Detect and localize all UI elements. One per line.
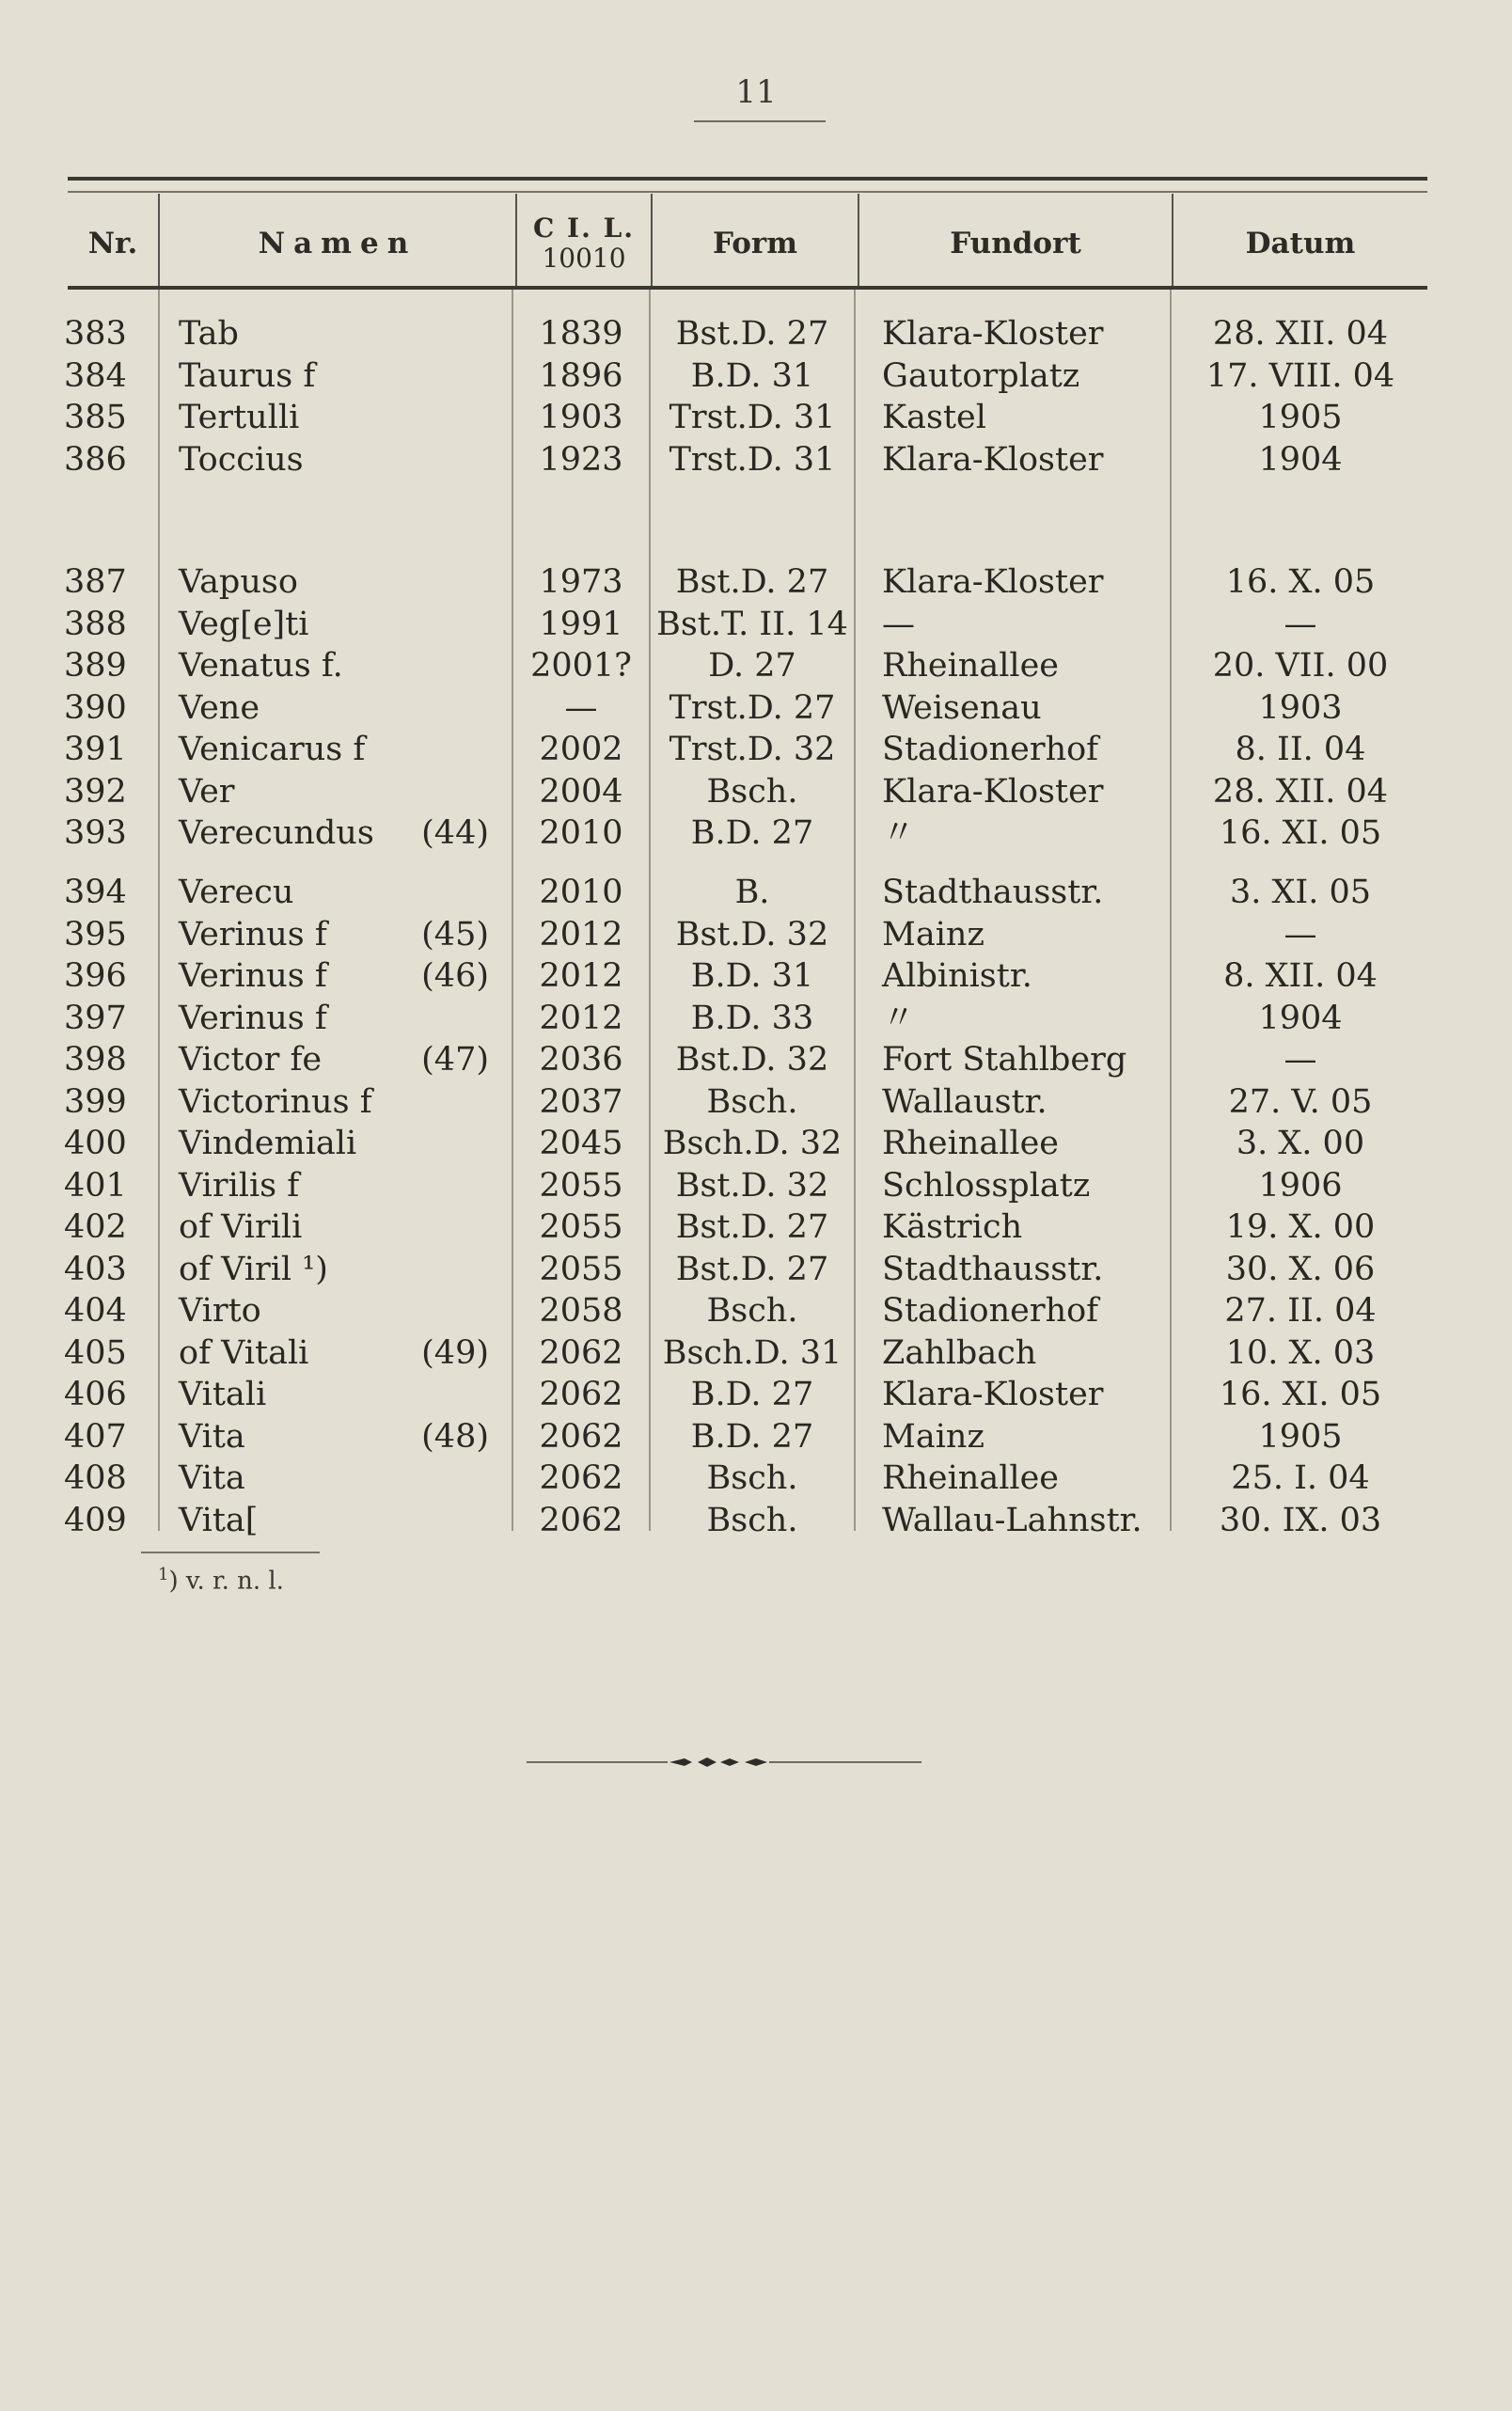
row-number: 398: [64, 1041, 127, 1079]
row-form: Bst.D. 27: [675, 315, 829, 353]
row-number: 384: [64, 356, 127, 395]
row-cil-number: 1973: [539, 563, 623, 601]
row-name: of Vitali: [179, 1333, 309, 1372]
row-number: 390: [64, 688, 127, 727]
row-cil-number: 1991: [539, 605, 623, 643]
row-cil-number: 2055: [539, 1166, 623, 1205]
row-cil-number: 2062: [539, 1333, 623, 1372]
table-row: [0, 355, 1512, 397]
row-reference: [395, 604, 489, 645]
row-form: B.D. 27: [690, 1376, 814, 1413]
row-cil-number: 2001?: [530, 647, 632, 685]
table-row: [0, 1081, 1512, 1123]
row-fundort: Rheinallee: [882, 1125, 1060, 1162]
row-name: Verinus f: [179, 915, 327, 953]
row-cil-number: 2062: [539, 1459, 623, 1497]
row-reference: (49): [421, 1333, 489, 1372]
row-form: Bst.D. 32: [675, 915, 829, 953]
row-number: 383: [64, 315, 127, 353]
table-row: [0, 914, 1512, 955]
row-datum: 30. IX. 03: [1219, 1501, 1382, 1539]
row-datum: 10. X. 03: [1225, 1333, 1376, 1372]
row-form: B.D. 31: [690, 957, 814, 995]
table-row: [0, 1374, 1512, 1415]
row-reference: [395, 1374, 489, 1415]
row-form: D. 27: [708, 647, 796, 685]
row-datum: 16. XI. 05: [1219, 814, 1382, 852]
page-number: 11: [735, 73, 777, 111]
row-cil-number: 2012: [539, 957, 623, 995]
row-fundort: 〃: [882, 814, 916, 852]
row-name: Ver: [179, 772, 235, 811]
row-cil-number: 2036: [539, 1041, 623, 1079]
row-number: 400: [64, 1125, 127, 1162]
table-row: [0, 604, 1512, 645]
row-form: Bsch.: [706, 1082, 798, 1121]
row-datum: 1906: [1258, 1166, 1343, 1205]
footnote: [158, 1565, 284, 1596]
table-row: [0, 955, 1512, 997]
table-row: [0, 771, 1512, 812]
row-form: Bsch.: [706, 1501, 798, 1539]
row-datum: 16. X. 05: [1225, 563, 1376, 601]
row-form: Bst.T. II. 14: [656, 605, 848, 643]
row-fundort: Stadthausstr.: [882, 1250, 1104, 1288]
row-reference: [395, 998, 489, 1039]
row-fundort: Weisenau: [882, 688, 1042, 727]
table-row: [0, 1249, 1512, 1290]
row-reference: [395, 397, 489, 438]
row-cil-number: 2010: [539, 874, 623, 911]
row-fundort: Stadionerhof: [882, 731, 1099, 768]
row-fundort: Schlossplatz: [882, 1166, 1091, 1205]
table-row: [0, 1039, 1512, 1080]
row-fundort: Mainz: [882, 1417, 984, 1456]
row-number: 409: [64, 1501, 127, 1539]
row-reference: [395, 1165, 489, 1206]
row-name: Tertulli: [179, 399, 300, 436]
row-form: Trst.D. 31: [669, 440, 836, 479]
table-row: [0, 645, 1512, 686]
row-name: Veg[e]ti: [179, 605, 309, 643]
row-name: Verinus f: [179, 999, 327, 1037]
row-form: Trst.D. 31: [669, 399, 836, 436]
table-row: [0, 1500, 1512, 1541]
row-number: 399: [64, 1082, 127, 1121]
row-name: Vita: [179, 1459, 245, 1497]
row-reference: (48): [421, 1417, 489, 1456]
row-reference: [395, 1500, 489, 1541]
row-datum: 1904: [1258, 999, 1343, 1037]
row-form: B.D. 27: [690, 1417, 814, 1456]
row-fundort: Stadthausstr.: [882, 874, 1104, 911]
header-cil-title: C I. L.: [532, 213, 636, 244]
table-row: [0, 439, 1512, 481]
row-reference: (45): [421, 915, 489, 953]
header-cil: [517, 207, 651, 280]
row-form: Bsch.D. 31: [662, 1333, 843, 1372]
row-name: Virto: [179, 1292, 261, 1330]
row-fundort: Klara-Kloster: [882, 563, 1104, 601]
row-fundort: Gautorplatz: [882, 356, 1080, 395]
row-datum: 1905: [1258, 1417, 1343, 1456]
row-cil-number: 2058: [539, 1292, 623, 1330]
row-datum: 17. VIII. 04: [1205, 356, 1395, 395]
row-cil-number: 1839: [539, 315, 623, 353]
row-form: Bst.D. 32: [675, 1041, 829, 1079]
row-datum: 3. X. 00: [1236, 1125, 1365, 1162]
row-number: 408: [64, 1459, 127, 1497]
row-form: B.D. 33: [690, 999, 814, 1037]
row-number: 404: [64, 1292, 127, 1330]
table-row: [0, 872, 1512, 913]
row-cil-number: 2010: [539, 814, 623, 852]
table-row: [0, 1206, 1512, 1248]
row-name: Verecundus: [179, 814, 374, 852]
row-form: Trst.D. 27: [669, 688, 836, 727]
row-reference: (44): [421, 814, 489, 852]
row-fundort: Klara-Kloster: [882, 440, 1104, 479]
row-form: Trst.D. 32: [669, 731, 836, 768]
row-datum: —: [1284, 1041, 1317, 1079]
row-name: Toccius: [179, 440, 304, 479]
table-top-rule-thin: [68, 191, 1427, 193]
row-number: 388: [64, 605, 127, 643]
row-datum: —: [1284, 605, 1317, 643]
row-cil-number: 2037: [539, 1082, 623, 1121]
row-number: 407: [64, 1417, 127, 1456]
row-reference: (46): [421, 957, 489, 995]
row-datum: 28. XII. 04: [1212, 315, 1389, 353]
row-form: Bst.D. 27: [675, 1208, 829, 1246]
row-datum: 3. XI. 05: [1229, 874, 1372, 911]
row-fundort: Klara-Kloster: [882, 772, 1104, 811]
row-reference: [395, 872, 489, 913]
row-reference: [395, 1081, 489, 1123]
row-reference: [395, 355, 489, 397]
table-row: [0, 561, 1512, 603]
row-form: Bst.D. 27: [675, 563, 829, 601]
row-cil-number: —: [564, 688, 598, 727]
row-name: Vene: [179, 688, 260, 727]
row-cil-number: 1923: [539, 440, 623, 479]
row-fundort: Albinistr.: [882, 957, 1032, 995]
table-row: [0, 1290, 1512, 1332]
row-datum: 19. X. 00: [1225, 1208, 1376, 1246]
header-bottom-rule: [68, 286, 1427, 290]
row-fundort: Rheinallee: [882, 1459, 1060, 1497]
row-reference: [395, 439, 489, 481]
row-name: Vitali: [179, 1376, 267, 1413]
row-datum: 1903: [1258, 688, 1343, 727]
row-reference: [395, 1206, 489, 1248]
table-row: [0, 729, 1512, 770]
table-row: [0, 1458, 1512, 1499]
row-datum: 16. XI. 05: [1219, 1376, 1382, 1413]
row-name: Venicarus f: [179, 731, 366, 768]
header-datum: Datum: [1245, 227, 1356, 260]
row-cil-number: 2012: [539, 999, 623, 1037]
footnote-rule: [141, 1552, 320, 1553]
row-number: 386: [64, 440, 127, 479]
row-number: 391: [64, 731, 127, 768]
row-fundort: Kästrich: [882, 1208, 1023, 1246]
row-name: Verecu: [179, 874, 294, 911]
row-fundort: Wallaustr.: [882, 1082, 1047, 1121]
row-cil-number: 2045: [539, 1125, 623, 1162]
row-datum: 8. II. 04: [1235, 731, 1366, 768]
row-datum: 27. V. 05: [1228, 1082, 1373, 1121]
row-cil-number: 2062: [539, 1376, 623, 1413]
row-fundort: Zahlbach: [882, 1333, 1037, 1372]
table-row: [0, 812, 1512, 854]
row-name: Verinus f: [179, 957, 327, 995]
row-datum: 1904: [1258, 440, 1343, 479]
row-number: 405: [64, 1333, 127, 1372]
row-name: of Virili: [179, 1208, 303, 1246]
row-number: 387: [64, 563, 127, 601]
row-datum: —: [1284, 915, 1317, 953]
row-name: Vita: [179, 1417, 245, 1456]
header-namen: Namen: [258, 227, 417, 260]
row-datum: 30. X. 06: [1225, 1250, 1376, 1288]
row-datum: 8. XII. 04: [1223, 957, 1378, 995]
row-reference: [395, 687, 489, 729]
row-fundort: Klara-Kloster: [882, 315, 1104, 353]
header-nr: Nr.: [87, 227, 138, 260]
row-fundort: Mainz: [882, 915, 984, 953]
row-number: 395: [64, 915, 127, 953]
row-number: 385: [64, 399, 127, 436]
row-cil-number: 1903: [539, 399, 623, 436]
row-reference: [395, 1249, 489, 1290]
row-reference: [395, 771, 489, 812]
row-name: Venatus f.: [179, 647, 343, 685]
row-name: Virilis f: [179, 1166, 300, 1205]
row-reference: [395, 1458, 489, 1499]
row-form: B.: [734, 874, 770, 911]
row-datum: 1905: [1258, 399, 1343, 436]
ornament-divider: [527, 1751, 921, 1773]
row-number: 401: [64, 1166, 127, 1205]
row-name: Vita[: [179, 1501, 259, 1539]
row-reference: [395, 1123, 489, 1164]
table-row: [0, 1165, 1512, 1206]
row-form: Bsch.: [706, 1292, 798, 1330]
table-top-rule: [68, 177, 1427, 181]
row-reference: [395, 561, 489, 603]
table-row: [0, 397, 1512, 438]
row-name: Tab: [179, 315, 239, 353]
row-reference: [395, 645, 489, 686]
row-form: Bst.D. 27: [675, 1250, 829, 1288]
row-name: Victor fe: [179, 1041, 323, 1079]
row-fundort: —: [882, 605, 915, 643]
row-name: Vindemiali: [179, 1125, 357, 1162]
row-number: 389: [64, 647, 127, 685]
row-name: Vapuso: [179, 563, 298, 601]
row-name: Victorinus f: [179, 1082, 372, 1121]
row-number: 394: [64, 874, 127, 911]
header-fundort: Fundort: [950, 227, 1081, 260]
row-form: B.D. 27: [690, 814, 814, 852]
table-row: [0, 1332, 1512, 1374]
row-reference: (47): [421, 1041, 489, 1079]
row-datum: 27. II. 04: [1224, 1292, 1377, 1330]
row-number: 403: [64, 1250, 127, 1288]
footnote-mark: 1: [158, 1565, 169, 1584]
row-number: 406: [64, 1376, 127, 1413]
row-datum: 25. I. 04: [1231, 1459, 1370, 1497]
row-number: 393: [64, 814, 127, 852]
row-cil-number: 2055: [539, 1208, 623, 1246]
row-fundort: 〃: [882, 999, 916, 1037]
row-fundort: Klara-Kloster: [882, 1376, 1104, 1413]
row-number: 392: [64, 772, 127, 811]
table-row: [0, 1123, 1512, 1164]
row-cil-number: 2004: [539, 772, 623, 811]
row-cil-number: 2012: [539, 915, 623, 953]
footnote-text: ) v. r. n. l.: [168, 1567, 284, 1596]
row-name: of Viril ¹): [179, 1250, 328, 1288]
row-fundort: Stadionerhof: [882, 1292, 1099, 1330]
row-fundort: Wallau-Lahnstr.: [882, 1501, 1142, 1539]
row-fundort: Fort Stahlberg: [882, 1041, 1127, 1079]
row-fundort: Rheinallee: [882, 647, 1060, 685]
row-reference: [395, 1290, 489, 1332]
row-form: Bsch.: [706, 772, 798, 811]
row-cil-number: 2062: [539, 1417, 623, 1456]
row-form: Bst.D. 32: [675, 1166, 829, 1205]
row-cil-number: 1896: [539, 356, 623, 395]
page-number-rule: [694, 120, 826, 122]
row-number: 396: [64, 957, 127, 995]
row-number: 402: [64, 1208, 127, 1246]
row-reference: [395, 313, 489, 355]
header-cil-number: 10010: [542, 243, 626, 274]
row-cil-number: 2062: [539, 1501, 623, 1539]
table-row: [0, 313, 1512, 355]
row-cil-number: 2002: [539, 731, 623, 768]
row-fundort: Kastel: [882, 399, 986, 436]
row-number: 397: [64, 999, 127, 1037]
row-cil-number: 2055: [539, 1250, 623, 1288]
row-datum: 28. XII. 04: [1212, 772, 1389, 811]
table-row: [0, 687, 1512, 729]
table-row: [0, 1416, 1512, 1458]
row-form: Bsch.D. 32: [662, 1125, 843, 1162]
row-datum: 20. VII. 00: [1212, 647, 1389, 685]
row-name: Taurus f: [179, 356, 316, 395]
row-form: Bsch.: [706, 1459, 798, 1497]
row-form: B.D. 31: [690, 356, 814, 395]
table-row: [0, 998, 1512, 1039]
row-reference: [395, 729, 489, 770]
header-form: Form: [712, 227, 798, 260]
